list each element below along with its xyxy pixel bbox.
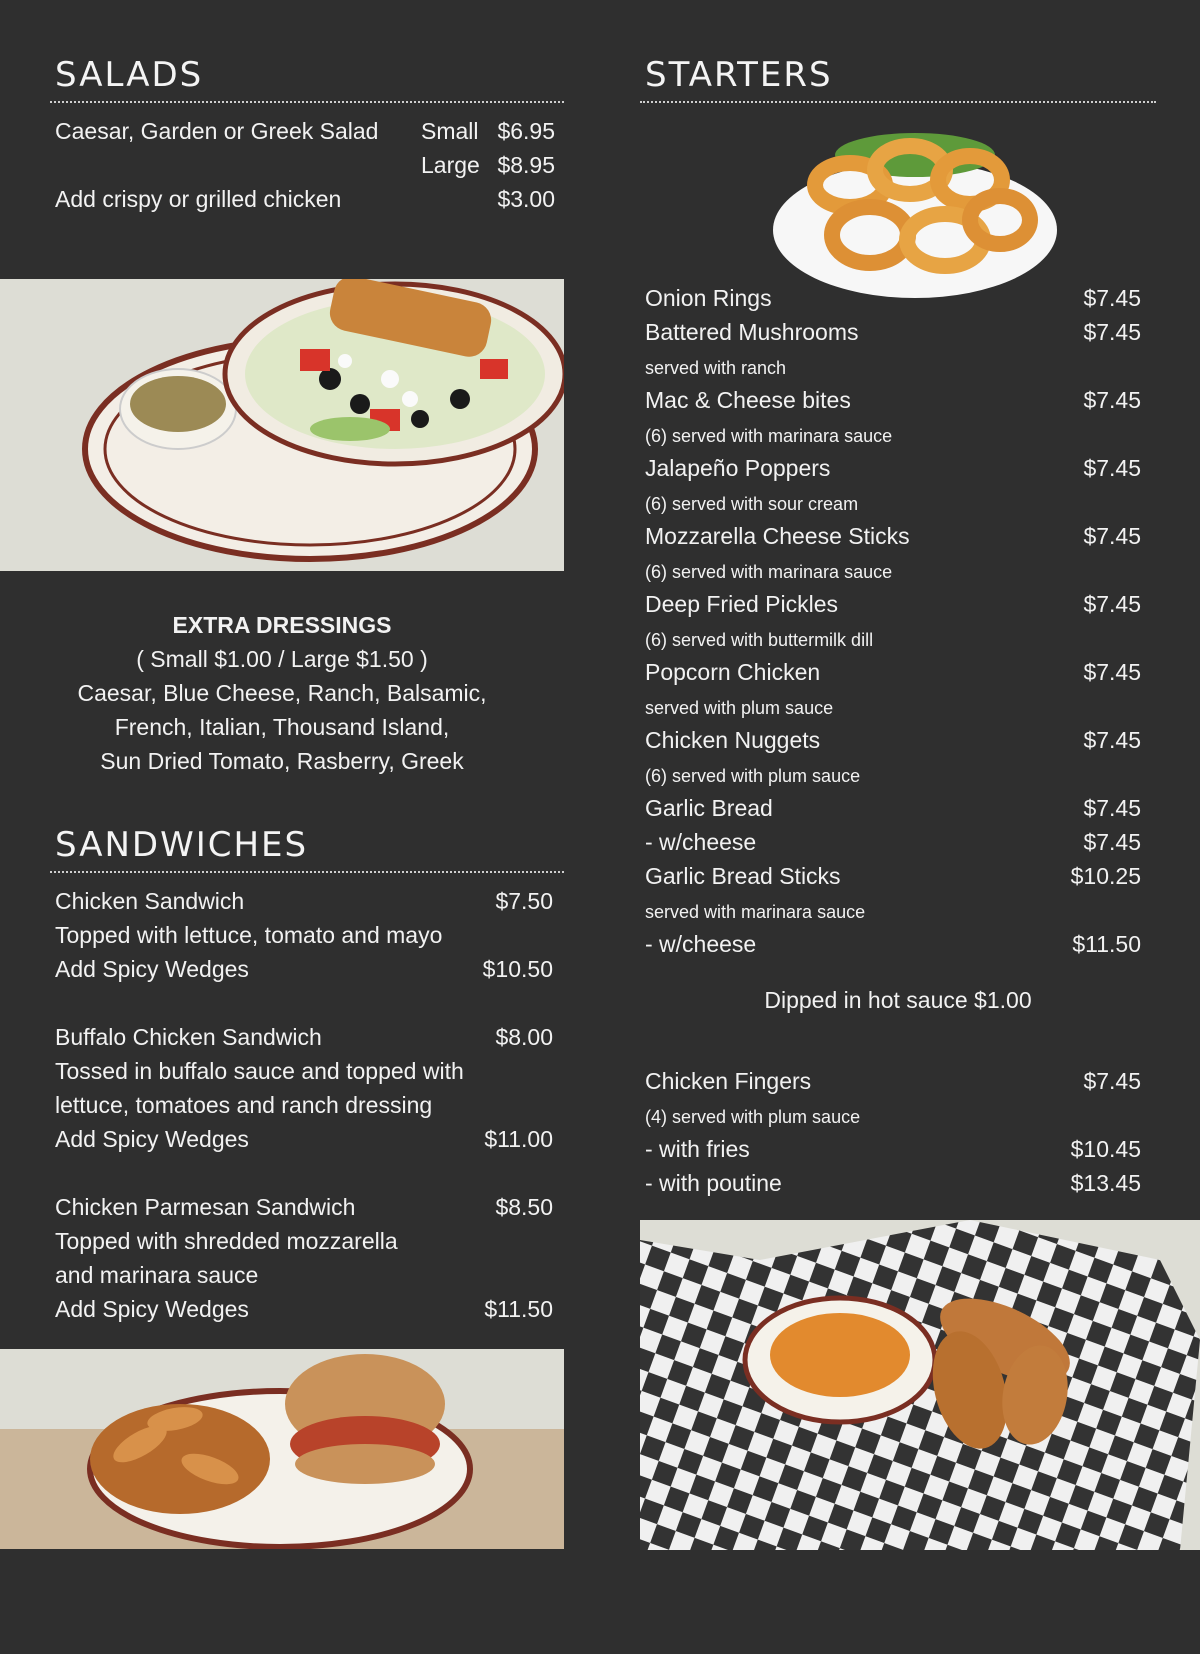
- starter-note: (6) served with marinara sauce: [645, 562, 893, 582]
- sandwich-addon-price: $10.50: [482, 956, 553, 982]
- fingers-price: $10.45: [1070, 1136, 1141, 1162]
- sandwich-desc: lettuce, tomatoes and ranch dressing: [55, 1092, 433, 1118]
- starter-name: Battered Mushrooms: [645, 319, 859, 345]
- sandwich-addon-price: $11.00: [484, 1126, 553, 1152]
- starter-price: $7.45: [1083, 591, 1141, 617]
- starter-name: Onion Rings: [645, 285, 772, 311]
- starter-note: served with ranch: [645, 358, 787, 378]
- sandwich-addon: Add Spicy Wedges: [55, 1126, 249, 1152]
- fingers-name: Chicken Fingers: [645, 1068, 812, 1094]
- starter-note: served with plum sauce: [645, 698, 834, 718]
- starter-name: Garlic Bread: [645, 795, 773, 821]
- fingers-name: - with poutine: [645, 1170, 782, 1196]
- starter-note: (6) served with marinara sauce: [645, 426, 893, 446]
- salad-photo: [0, 279, 564, 571]
- fingers-note: (4) served with plum sauce: [645, 1107, 861, 1127]
- dressings-line: French, Italian, Thousand Island,: [114, 714, 450, 740]
- starter-name: Popcorn Chicken: [645, 659, 821, 685]
- sandwiches-rule: [50, 871, 564, 873]
- sandwich-name: Chicken Sandwich: [55, 888, 245, 914]
- starter-price: $10.25: [1070, 863, 1141, 889]
- starter-name: - w/cheese: [645, 931, 757, 957]
- sandwich-name: Buffalo Chicken Sandwich: [55, 1024, 322, 1050]
- salad-size-large: Large: [421, 152, 480, 178]
- chicken-fingers-illustration: [640, 1220, 1200, 1550]
- salad-size-small: Small: [421, 118, 479, 144]
- dressings-title: EXTRA DRESSINGS: [172, 612, 392, 638]
- sandwiches-title: SANDWICHES: [55, 825, 309, 865]
- dressings-line: Caesar, Blue Cheese, Ranch, Balsamic,: [77, 680, 487, 706]
- dressings-line: Sun Dried Tomato, Rasberry, Greek: [100, 748, 464, 774]
- starter-price: $7.45: [1083, 455, 1141, 481]
- salad-price-large: $8.95: [497, 152, 555, 178]
- salad-price-small: $6.95: [497, 118, 555, 144]
- salad-plate-illustration: [0, 279, 564, 571]
- sandwich-desc: and marinara sauce: [55, 1262, 259, 1288]
- salad-item-name: Caesar, Garden or Greek Salad: [55, 118, 379, 144]
- sandwich-desc: Topped with lettuce, tomato and mayo: [55, 922, 443, 948]
- starter-name: Mac & Cheese bites: [645, 387, 851, 413]
- starter-price: $7.45: [1083, 319, 1141, 345]
- sandwich-price: $7.50: [495, 888, 553, 914]
- sandwich-desc: Tossed in buffalo sauce and topped with: [55, 1058, 464, 1084]
- sandwich-plate-illustration: [0, 1349, 564, 1549]
- sandwich-photo: [0, 1349, 564, 1549]
- sandwich-addon: Add Spicy Wedges: [55, 956, 249, 982]
- fingers-price: $7.45: [1083, 1068, 1141, 1094]
- sandwich-addon-price: $11.50: [484, 1296, 553, 1322]
- starters-rule: [640, 101, 1156, 103]
- sandwich-price: $8.00: [495, 1024, 553, 1050]
- starter-price: $7.45: [1083, 795, 1141, 821]
- starter-price: $7.45: [1083, 829, 1141, 855]
- starter-name: Mozzarella Cheese Sticks: [645, 523, 910, 549]
- starter-price: $7.45: [1083, 659, 1141, 685]
- starter-price: $7.45: [1083, 285, 1141, 311]
- starter-name: Garlic Bread Sticks: [645, 863, 841, 889]
- hot-sauce-note: Dipped in hot sauce $1.00: [764, 987, 1032, 1013]
- starter-name: Chicken Nuggets: [645, 727, 821, 753]
- starter-note: (6) served with sour cream: [645, 494, 859, 514]
- sandwich-name: Chicken Parmesan Sandwich: [55, 1194, 356, 1220]
- sandwich-price: $8.50: [495, 1194, 553, 1220]
- dressings-prices: ( Small $1.00 / Large $1.50 ): [136, 646, 428, 672]
- salad-addon-name: Add crispy or grilled chicken: [55, 186, 342, 212]
- fingers-price: $13.45: [1070, 1170, 1141, 1196]
- salad-addon-price: $3.00: [497, 186, 555, 212]
- starter-note: served with marinara sauce: [645, 902, 866, 922]
- starters-title: STARTERS: [645, 55, 833, 95]
- starter-price: $7.45: [1083, 727, 1141, 753]
- salads-rule: [50, 101, 564, 103]
- starter-price: $11.50: [1072, 931, 1141, 957]
- sandwich-desc: Topped with shredded mozzarella: [55, 1228, 398, 1254]
- sandwich-addon: Add Spicy Wedges: [55, 1296, 249, 1322]
- starter-price: $7.45: [1083, 523, 1141, 549]
- onion-rings-illustration: [770, 115, 1070, 305]
- starter-price: $7.45: [1083, 387, 1141, 413]
- starter-note: (6) served with buttermilk dill: [645, 630, 874, 650]
- fingers-name: - with fries: [645, 1136, 750, 1162]
- starter-name: - w/cheese: [645, 829, 757, 855]
- starter-name: Deep Fried Pickles: [645, 591, 839, 617]
- chicken-fingers-photo: [640, 1220, 1200, 1550]
- starter-note: (6) served with plum sauce: [645, 766, 861, 786]
- salads-title: SALADS: [55, 55, 204, 95]
- starter-name: Jalapeño Poppers: [645, 455, 831, 481]
